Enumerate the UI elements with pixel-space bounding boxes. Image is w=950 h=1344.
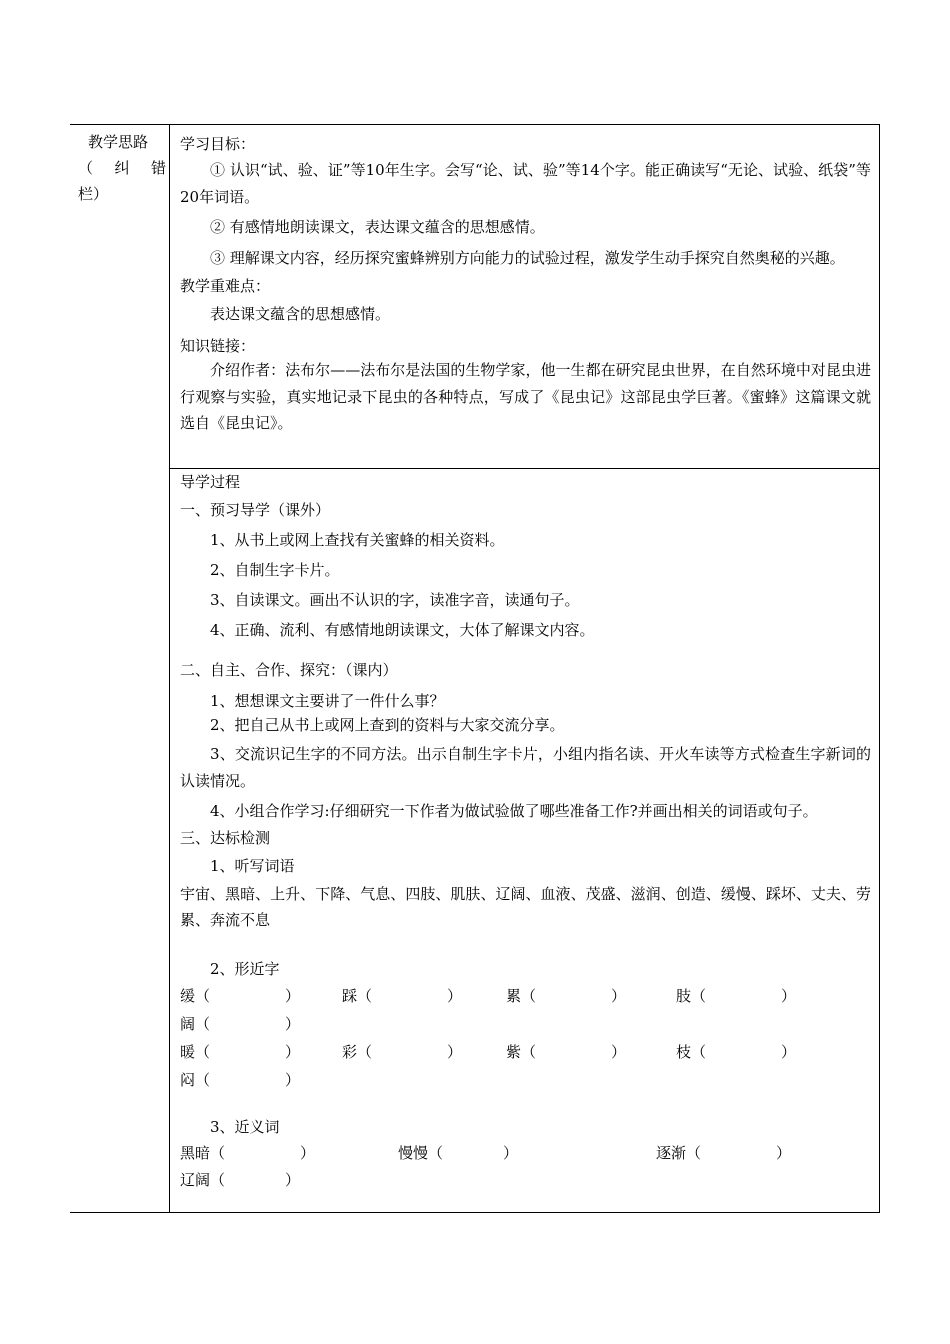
left-margin-column — [70, 125, 170, 1212]
left-label-line3: 栏） — [78, 185, 109, 203]
dictation-words: 宇宙、黑暗、上升、下降、气息、四肢、肌肤、辽阔、血液、茂盛、滋润、创造、缓慢、踩坏、丈夫、劳累、奔流不息 — [180, 884, 871, 929]
part1-title: 一、预习导学（课外） — [180, 501, 331, 519]
fill-blank: 紫（ ） — [506, 1042, 627, 1061]
part2-title: 二、自主、合作、探究：（课内） — [180, 661, 398, 679]
fill-blank: 累（ ） — [506, 986, 627, 1005]
content-column — [170, 125, 880, 1212]
left-label-line2 — [78, 155, 166, 181]
left-label-char: 错 — [150, 159, 166, 177]
fill-blank: 彩（ ） — [342, 1042, 463, 1061]
goal-item: ① 认识“试、验、证”等10年生字。会写“论、试、验”等14个字。能正确读写“无论、试验、纸袋”等20年词语。 — [180, 161, 871, 206]
shape-chars-row — [180, 982, 871, 1010]
list-item: 3、自读课文。画出不认识的字，读准字音，读通句子。 — [210, 591, 580, 609]
fill-blank: 阔（ ） — [180, 1014, 301, 1033]
list-item: 1、从书上或网上查找有关蜜蜂的相关资料。 — [210, 531, 505, 549]
list-item: 4、小组合作学习:仔细研究一下作者为做试验做了哪些准备工作?并画出相关的词语或句子。 — [210, 802, 818, 820]
fill-blank: 慢慢（ ） — [398, 1143, 519, 1162]
synonyms-row — [180, 1140, 871, 1167]
fill-blank: 枝（ ） — [676, 1042, 797, 1061]
list-item: 2、自制生字卡片。 — [210, 561, 340, 579]
fill-blank: 踩（ ） — [342, 986, 463, 1005]
shape-chars-row — [180, 1038, 871, 1066]
synonyms-row — [180, 1167, 871, 1194]
left-label-line1: 教学思路 — [88, 133, 149, 151]
left-label-char: 纠 — [114, 159, 130, 177]
knowledge-link-text: 介绍作者：法布尔——法布尔是法国的生物学家，他一生都在研究昆虫世界，在自然环境中对昆虫进行观察与实验，真实地记录下昆虫的各种特点，写成了《昆虫记》这部昆虫学巨著。《蜜蜂》这篇课文就选自《昆虫记》。 — [180, 361, 871, 432]
key-points-text: 表达课文蕴含的思想感情。 — [210, 305, 391, 323]
list-item: 4、正确、流利、有感情地朗读课文，大体了解课文内容。 — [210, 621, 595, 639]
fill-blank: 逐渐（ ） — [656, 1143, 792, 1162]
left-label-char: （ — [78, 159, 94, 177]
fill-blank: 缓（ ） — [180, 986, 301, 1005]
objectives-section — [170, 125, 879, 469]
shape-chars-row — [180, 1010, 871, 1038]
shape-chars-title: 2、形近字 — [210, 959, 280, 978]
goal-item: ② 有感情地朗读课文，表达课文蕴含的思想感情。 — [210, 218, 545, 236]
fill-blank: 辽阔（ ） — [180, 1170, 301, 1189]
left-column-label — [78, 129, 166, 207]
process-title: 导学过程 — [180, 473, 241, 491]
list-item: 1、想想课文主要讲了一件什么事？ — [210, 692, 445, 710]
knowledge-link-title: 知识链接： — [180, 337, 256, 355]
fill-blank: 暖（ ） — [180, 1042, 301, 1061]
part3-title: 三、达标检测 — [180, 828, 271, 847]
process-section — [170, 469, 879, 1214]
list-item: 2、把自己从书上或网上查到的资料与大家交流分享。 — [210, 716, 565, 734]
list-item: 3、交流识记生字的不同方法。出示自制生字卡片，小组内指名读、开火车读等方式检查生字新词的认读情况。 — [180, 745, 871, 790]
goals-title: 学习目标： — [180, 135, 256, 153]
dictation-title: 1、听写词语 — [210, 856, 295, 875]
lesson-plan-table — [70, 124, 880, 1213]
synonyms-title: 3、近义词 — [210, 1117, 280, 1136]
key-points-title: 教学重难点： — [180, 277, 271, 295]
fill-blank: 闷（ ） — [180, 1070, 301, 1089]
fill-blank: 肢（ ） — [676, 986, 797, 1005]
goal-item: ③ 理解课文内容，经历探究蜜蜂辨别方向能力的试验过程，激发学生动手探究自然奥秘的兴趣。 — [210, 248, 845, 267]
fill-blank: 黑暗（ ） — [180, 1143, 316, 1162]
shape-chars-row — [180, 1066, 871, 1094]
